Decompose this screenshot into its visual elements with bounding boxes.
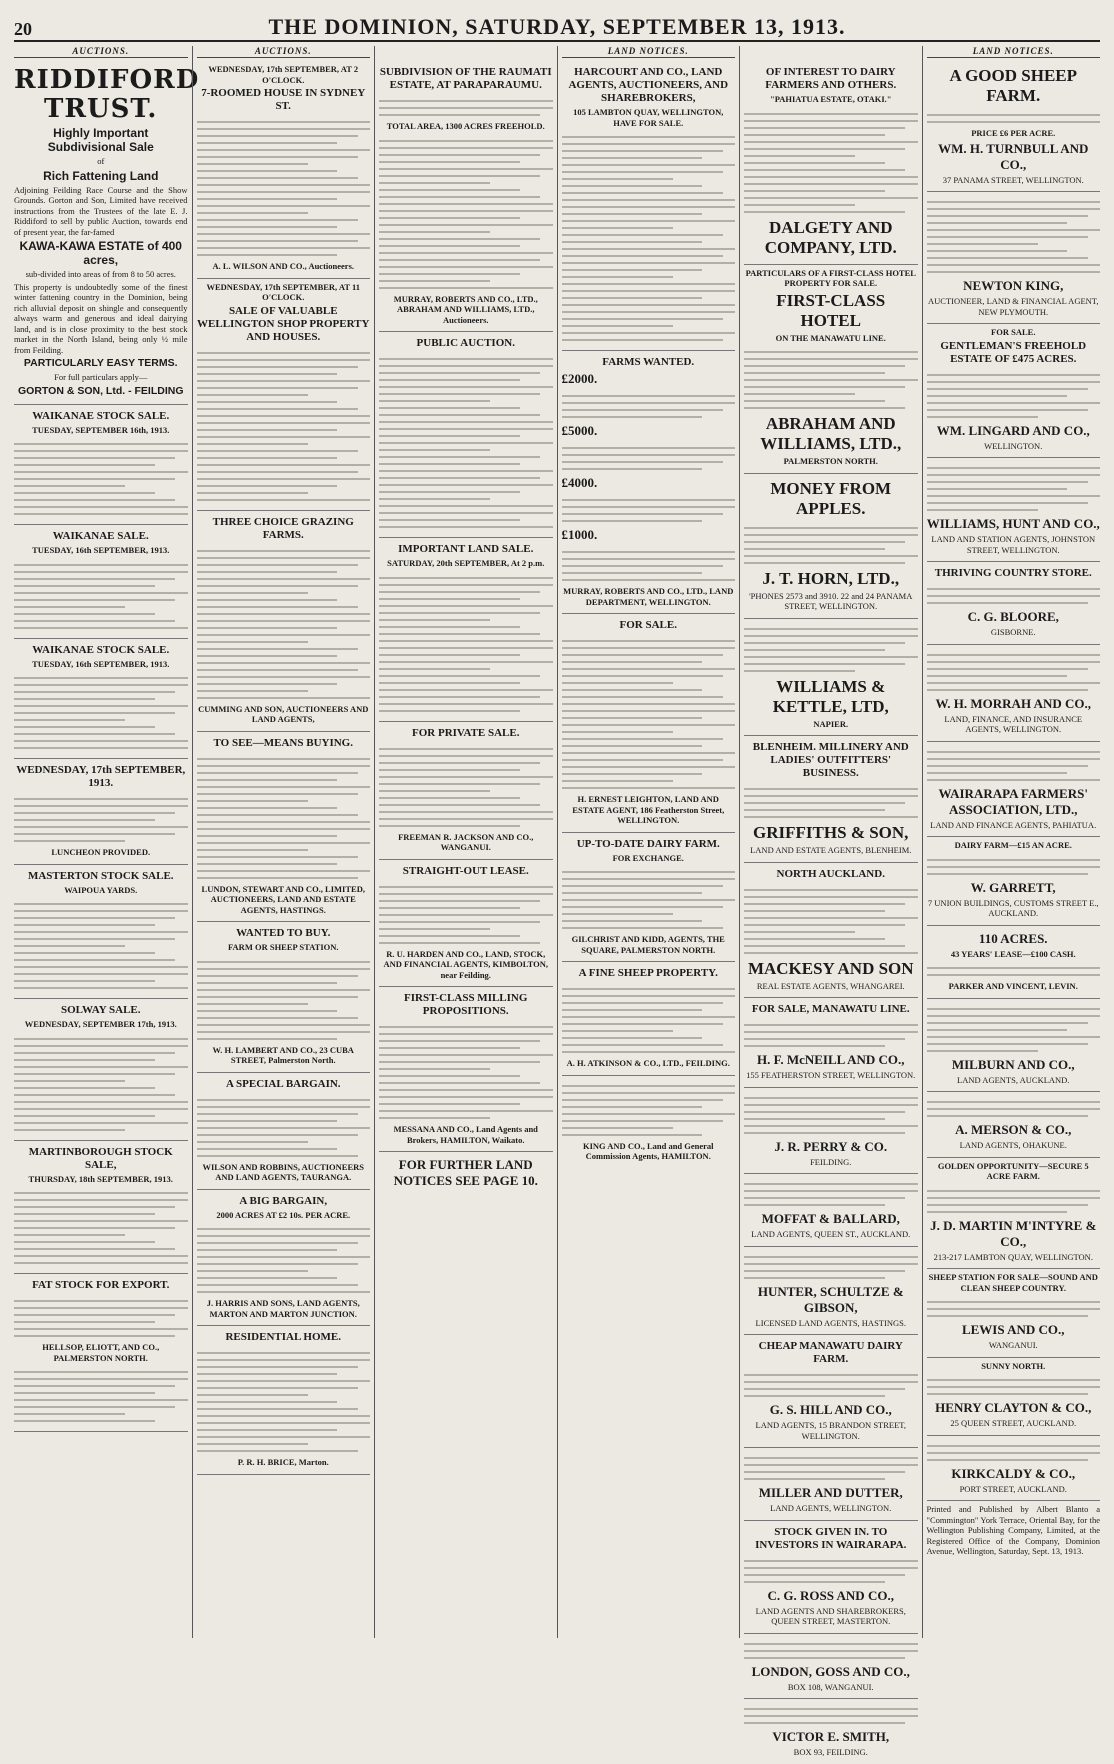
- ad-sub: WAIPOUA YARDS.: [64, 884, 138, 895]
- ad-title: MONEY FROM APPLES.: [770, 478, 892, 518]
- ad-text-block: [562, 1079, 736, 1136]
- ad-agent: CUMMING AND SON, AUCTIONEERS AND LAND AGENTS,: [198, 703, 369, 724]
- ad-text-block: [197, 1093, 371, 1157]
- martinborough-stock-sale: [14, 1141, 188, 1275]
- ad-agent: WM. H. TURNBULL AND CO.,: [938, 140, 1089, 172]
- ad-sub: FOR EXCHANGE.: [612, 852, 684, 863]
- ad-text-block: [744, 622, 918, 672]
- ad-agent: W. H. LAMBERT AND CO., 23 CUBA STREET, Palmerston North.: [212, 1044, 354, 1065]
- ad-sub: 37 PANAMA STREET, WELLINGTON.: [942, 174, 1084, 185]
- ad-title: STOCK GIVEN IN. TO INVESTORS IN WAIRARAPA.: [755, 1525, 907, 1551]
- hamilton-ad: [562, 1076, 736, 1168]
- ad-agent: MILLER AND DUTTER,: [758, 1485, 903, 1500]
- special-bargain-ad: [197, 1073, 371, 1190]
- luncheon: LUNCHEON PROVIDED.: [51, 847, 151, 857]
- fat-stock-ad: [14, 1274, 188, 1432]
- ad-sub: LAND AGENTS, OHAKUNE.: [959, 1140, 1067, 1150]
- for-sale-ad: [562, 614, 736, 833]
- agent: GORTON & SON, Ltd. - FEILDING: [18, 384, 184, 397]
- ad-title: FAT STOCK FOR EXPORT.: [32, 1279, 170, 1291]
- amount: £1000.: [561, 527, 598, 542]
- ad-agent: VICTOR E. SMITH,: [772, 1729, 890, 1744]
- ad-text-block: [197, 544, 371, 699]
- ad-agent: WILLIAMS & KETTLE, LTD,: [772, 676, 889, 716]
- wairarapa-farmers-ad: [927, 742, 1101, 838]
- ad-text-block: [744, 1554, 918, 1583]
- newton-king-ad: [927, 192, 1101, 324]
- milburn-ad: [927, 999, 1101, 1093]
- ad-sub: BOX 93, FEILDING.: [793, 1747, 868, 1757]
- ad-text-block: [744, 1091, 918, 1134]
- ad-title: WAIKANAE SALE.: [52, 530, 149, 542]
- hotel-ad: [744, 265, 918, 474]
- ad-agent: J. D. MARTIN M'INTYRE & CO.,: [930, 1217, 1097, 1249]
- ad-title: A BIG BARGAIN,: [239, 1194, 328, 1207]
- ad-text-block: [562, 545, 736, 581]
- money-from-apples-ad: [744, 474, 918, 619]
- ad-text-block: [379, 94, 553, 116]
- ad-agent: MESSANA AND CO., Land Agents and Brokers, HAMILTON, Waikato.: [393, 1124, 538, 1145]
- ad-title: RESIDENTIAL HOME.: [225, 1331, 342, 1343]
- ad-title: TO SEE—MEANS BUYING.: [213, 736, 353, 749]
- ad-title: SUNNY NORTH.: [981, 1360, 1046, 1371]
- ad-title: A GOOD SHEEP FARM.: [949, 66, 1078, 105]
- ad-text-block: [927, 1295, 1101, 1317]
- ad-title: STRAIGHT-OUT LEASE.: [402, 864, 529, 877]
- imprint: [927, 1501, 1101, 1563]
- ad-agent: LEWIS AND CO.,: [961, 1322, 1065, 1337]
- ad-agent: HUNTER, SCHULTZE & GIBSON,: [757, 1283, 904, 1315]
- ad-sub: LAND AGENTS, AUCKLAND.: [957, 1074, 1070, 1085]
- milling-propositions-ad: [379, 987, 553, 1152]
- ad-title: A SPECIAL BARGAIN.: [225, 1077, 341, 1090]
- ad-text-block: [927, 368, 1101, 418]
- waikanae-sale: [14, 525, 188, 639]
- column-2: [192, 46, 375, 1638]
- ad-title: FOR PRIVATE SALE.: [412, 726, 520, 739]
- ad-text-block: [927, 461, 1101, 511]
- ad-title: RIDDIFORD TRUST.: [14, 65, 200, 124]
- big-bargain-ad: [197, 1190, 371, 1327]
- further-land-notices-link: FOR FURTHER LAND NOTICES SEE PAGE 10.: [393, 1157, 538, 1188]
- column-5: [739, 46, 922, 1757]
- ad-title: 110 ACRES.: [978, 930, 1048, 946]
- ad-agent: ABRAHAM AND WILLIAMS, LTD.,: [760, 414, 902, 453]
- moffat-ad: [744, 1174, 918, 1247]
- blenheim-ad: [744, 736, 918, 863]
- golden-opportunity-ad: [927, 1158, 1101, 1270]
- sunny-north-ad: [927, 1358, 1101, 1436]
- ad-price: PRICE £6 PER ACRE.: [971, 128, 1056, 138]
- wairarapa-stock-ad: [744, 1521, 918, 1634]
- ad-agent: P. R. H. BRICE, Marton.: [237, 1457, 329, 1467]
- column-1: [14, 46, 200, 1638]
- ad-text-block: [744, 883, 918, 954]
- grazing-farms-ad: [197, 511, 371, 732]
- ad-sub: ON THE MANAWATU LINE.: [775, 332, 886, 343]
- ad-agent: DALGETY AND COMPANY, LTD.: [764, 217, 897, 257]
- ad-body: Adjoining Feilding Race Course and the Show Grounds. Gorton and Son, Limited have received instructions from the Trustees of the late E. J. Riddiford to sell by public Auction, towards end of present year, the far-famed: [14, 184, 188, 237]
- ad-sub: LAND AGENTS AND SHAREBROKERS, QUEEN STREET, MASTERTON.: [755, 1605, 906, 1626]
- ad-agent: LONDON, GOSS AND CO.,: [751, 1663, 910, 1679]
- ad-text-block: [197, 1222, 371, 1293]
- ad-sub: FEILDING.: [810, 1156, 852, 1167]
- ad-text-block: [927, 1095, 1101, 1117]
- miller-ad: [744, 1448, 918, 1521]
- ad-title: 7-ROOMED HOUSE IN SYDNEY ST.: [201, 87, 366, 112]
- hunter-ad: [744, 1247, 918, 1336]
- ad-intro: PARTICULARS OF A FIRST-CLASS HOTEL PROPERTY FOR SALE.: [745, 267, 916, 288]
- estate-note: sub-divided into areas of from 8 to 50 acres.: [25, 269, 176, 279]
- ad-title: FARMS WANTED.: [602, 356, 695, 368]
- wednesday-sale: [14, 759, 188, 865]
- ad-title: UP-TO-DATE DAIRY FARM.: [576, 837, 720, 850]
- ad-text-block: [744, 1018, 918, 1047]
- ad-sub: AUCTIONEER, LAND & FINANCIAL AGENT, NEW PLYMOUTH.: [928, 296, 1099, 317]
- ad-agent: J. T. HORN, LTD.,: [762, 568, 900, 588]
- ad-agent: MACKESY AND SON: [747, 958, 914, 978]
- ad-text-block: [14, 671, 188, 749]
- ad-agent: HELLSOP, ELIOTT, AND CO., PALMERSTON NORTH.: [42, 1342, 160, 1363]
- ad-text-block: [562, 493, 736, 522]
- ad-text-block: [927, 745, 1101, 781]
- ad-text-block: [14, 437, 188, 515]
- north-auckland-ad: [744, 863, 918, 999]
- ad-text-block: [14, 1186, 188, 1264]
- ad-title: CHEAP MANAWATU DAIRY FARM.: [758, 1340, 903, 1365]
- farms-wanted-ad: [562, 351, 736, 614]
- ad-agent: J. R. PERRY & CO.: [774, 1138, 888, 1154]
- ad-title: FIRST-CLASS MILLING PROPOSITIONS.: [404, 992, 528, 1017]
- amount: £4000.: [561, 475, 598, 490]
- column-6: [922, 46, 1101, 1638]
- ad-text-block: [562, 441, 736, 470]
- ad-agent: A. MERSON & CO.,: [955, 1122, 1072, 1137]
- wellington-shop-property-ad: [197, 279, 371, 511]
- ad-text-block: [379, 880, 553, 944]
- ad-text-block: [744, 782, 918, 818]
- ad-agent: KING AND CO., Land and General Commission Agents, HAMILTON.: [582, 1140, 714, 1161]
- ad-subtitle-2: Rich Fattening Land: [43, 168, 159, 183]
- column-4: [557, 46, 740, 1638]
- ad-sub: 155 FEATHERSTON STREET, WELLINGTON.: [746, 1070, 916, 1080]
- ad-date: WEDNESDAY, 17th SEPTEMBER, AT 11 O'CLOCK.: [206, 281, 361, 302]
- ad-text-block: [197, 752, 371, 879]
- ad-text-block: [379, 134, 553, 289]
- harcourt-ad: [562, 61, 736, 351]
- ad-sub: 25 QUEEN STREET, AUCKLAND.: [950, 1418, 1077, 1428]
- ad-date: TUESDAY, 16th SEPTEMBER, 1913.: [32, 658, 170, 669]
- ad-text-block: [379, 742, 553, 827]
- ad-agent: MOFFAT & BALLARD,: [761, 1211, 900, 1226]
- column-heading: AUCTIONS.: [197, 46, 371, 58]
- ad-text-block: [14, 792, 188, 842]
- ad-date: WEDNESDAY, 17th SEPTEMBER, AT 2 O'CLOCK.: [208, 64, 359, 85]
- ad-text-block: [927, 1184, 1101, 1213]
- ad-sub: LICENSED LAND AGENTS, HASTINGS.: [755, 1317, 906, 1328]
- ad-text-block: [927, 853, 1101, 875]
- ad-sub: FARM OR SHEEP STATION.: [227, 942, 339, 952]
- ad-address: 105 LAMBTON QUAY, WELLINGTON, HAVE FOR SALE.: [573, 107, 724, 128]
- ad-sub: LAND, FINANCE, AND INSURANCE AGENTS, WELLINGTON.: [944, 713, 1083, 734]
- cheap-dairy-farm-ad: [744, 1335, 918, 1448]
- ad-title: DAIRY FARM—£15 AN ACRE.: [954, 840, 1072, 850]
- ad-agent: R. U. HARDEN AND CO., LAND, STOCK, AND FINANCIAL AGENTS, KIMBOLTON, near Feilding.: [383, 948, 549, 980]
- ad-text-block: [927, 195, 1101, 273]
- ad-text-block: [379, 571, 553, 712]
- raumati-estate-ad: [379, 61, 553, 332]
- kirkcaldy-ad: [927, 1436, 1101, 1502]
- ad-title: MARTINBOROUGH STOCK SALE,: [28, 1145, 173, 1171]
- williams-hunt-ad: [927, 458, 1101, 562]
- ad-sub: WELLINGTON.: [984, 440, 1043, 451]
- perry-ad: [744, 1088, 918, 1175]
- column-3: [374, 46, 557, 1638]
- total-area: TOTAL AREA, 1300 ACRES FREEHOLD.: [386, 121, 545, 131]
- ad-title: NORTH AUCKLAND.: [776, 867, 885, 880]
- apply: For full particulars apply—: [54, 372, 148, 382]
- ad-sub: LAND AND STATION AGENTS, JOHNSTON STREET, WELLINGTON.: [931, 534, 1096, 555]
- ad-agent: C. G. ROSS AND CO.,: [767, 1587, 894, 1603]
- to-see-ad: [197, 732, 371, 923]
- ad-text-block: [562, 865, 736, 929]
- ad-place: NAPIER.: [813, 718, 849, 729]
- sydney-street-house-ad: [197, 61, 371, 279]
- important-land-sale-ad: [379, 538, 553, 722]
- amount: £5000.: [561, 423, 598, 438]
- london-goss-ad: [744, 1634, 918, 1700]
- column-heading: AUCTIONS.: [14, 46, 188, 58]
- ad-title: SALE OF VALUABLE WELLINGTON SHOP PROPERTY AND HOUSES.: [197, 304, 370, 343]
- masterton-stock-sale: [14, 865, 188, 1000]
- ad-body-2: This property is undoubtedly some of the finest winter fattening country in the Dominion, being rich alluvial deposit on shingle and consequently always warm and generous and ideal dairying land, and is in close proximity to the best stock market in the North Island, being only ½ mile from Feilding.: [14, 281, 188, 355]
- ad-agent: WM. LINGARD AND CO.,: [936, 422, 1090, 438]
- ad-agent: HENRY CLAYTON & CO.,: [935, 1400, 1092, 1415]
- ad-text-block: [14, 558, 188, 629]
- ad-title: THREE CHOICE GRAZING FARMS.: [212, 515, 354, 541]
- ad-date: SATURDAY, 20th SEPTEMBER, At 2 p.m.: [387, 558, 545, 568]
- ad-title: SOLWAY SALE.: [61, 1004, 141, 1016]
- ad-date: WEDNESDAY, SEPTEMBER 17th, 1913.: [24, 1019, 177, 1029]
- ad-text-block: [14, 1032, 188, 1131]
- ad-agent: WAIRARAPA FARMERS' ASSOCIATION, LTD.,: [938, 785, 1088, 817]
- morrah-ad: [927, 645, 1101, 742]
- masthead: [14, 6, 1100, 42]
- ad-agent: MURRAY, ROBERTS AND CO., LTD., ABRAHAM AND WILLIAMS, LTD., Auctioneers.: [393, 293, 538, 325]
- dairy-farm-acre-ad: [927, 837, 1101, 926]
- ad-title: FOR SALE, MANAWATU LINE.: [751, 1003, 910, 1015]
- straight-out-lease-ad: [379, 860, 553, 988]
- ad-sub: 7 UNION BUILDINGS, CUSTOMS STREET E., AUCKLAND.: [927, 897, 1099, 918]
- ad-text-block: [744, 345, 918, 409]
- ad-text-block: [562, 389, 736, 418]
- ad-text-block: [197, 1346, 371, 1452]
- ad-agent: C. G. BLOORE,: [967, 609, 1059, 624]
- ad-title: THRIVING COUNTRY STORE.: [934, 567, 1092, 579]
- ad-text-block: [562, 130, 736, 341]
- good-sheep-farm-ad: [927, 61, 1101, 192]
- 110-acres-ad: [927, 926, 1101, 999]
- ad-agent: H. F. McNEILL AND CO.,: [756, 1052, 905, 1067]
- ad-title: OF INTEREST TO DAIRY FARMERS AND OTHERS.: [765, 66, 897, 91]
- ad-of: of: [97, 156, 105, 166]
- ad-title: IMPORTANT LAND SALE.: [398, 543, 534, 555]
- ad-agent: G. S. HILL AND CO.,: [769, 1402, 892, 1417]
- ad-title: FIRST-CLASS HOTEL: [776, 290, 886, 330]
- ad-agent: PARKER AND VINCENT, LEVIN.: [948, 981, 1078, 991]
- ad-agent: W. GARRETT,: [970, 879, 1056, 895]
- gentleman-estate-ad: [927, 324, 1101, 458]
- sheep-property-ad: [562, 962, 736, 1076]
- ad-sub: LAND AND FINANCE AGENTS, PAHIATUA.: [930, 819, 1097, 830]
- ad-subtitle: Highly Important Subdivisional Sale: [47, 126, 154, 154]
- ad-text-block: [379, 1020, 553, 1119]
- ad-text-block: [14, 1294, 188, 1337]
- waikanae-stock-sale-2: [14, 639, 188, 760]
- ad-title: WAIKANAE STOCK SALE.: [32, 409, 170, 422]
- ad-text-block: [927, 961, 1101, 976]
- newspaper-title: THE DOMINION, SATURDAY, SEPTEMBER 13, 1913.: [268, 14, 846, 39]
- ad-title: SUBDIVISION OF THE RAUMATI ESTATE, AT PARAPARAUMU.: [379, 66, 552, 91]
- victor-smith-ad: [744, 1699, 918, 1764]
- ad-sub: 43 YEARS' LEASE—£100 CASH.: [950, 948, 1076, 959]
- ad-place: PALMERSTON NORTH.: [783, 456, 878, 466]
- printer-imprint: Printed and Published by Albert Blanto a "Commington" York Terrace, Oriental Bay, for the Wellington Publishing Company, Limited, at the Registered Office of the Company, Dominion Avenue, Wellington, Saturday, Sept. 13, 1913.: [926, 1504, 1100, 1556]
- ad-agent: MURRAY, ROBERTS AND CO., LTD., LAND DEPARTMENT, WELLINGTON.: [563, 586, 734, 607]
- ad-sub: WANGANUI.: [988, 1340, 1038, 1350]
- ad-text-block: [197, 955, 371, 1040]
- ad-sub: 2000 ACRES AT £2 10s. PER ACRE.: [216, 1209, 351, 1220]
- country-store-ad: [927, 562, 1101, 645]
- amount: £2000.: [561, 371, 598, 386]
- manawatu-line-ad: [744, 998, 918, 1088]
- ad-sub: REAL ESTATE AGENTS, WHANGAREI.: [756, 980, 905, 991]
- ad-text-block: [927, 648, 1101, 691]
- ad-text-block: [744, 1250, 918, 1279]
- riddiford-trust-ad: [14, 61, 200, 405]
- column-heading: LAND NOTICES.: [927, 46, 1101, 58]
- ad-agent: LUNDON, STEWART AND CO., LIMITED, AUCTIONEERS, LAND AND ESTATE AGENTS, HASTINGS.: [201, 883, 365, 915]
- ad-text-block: [379, 352, 553, 528]
- ad-text-block: [744, 1637, 918, 1659]
- ad-text-block: [14, 1365, 188, 1422]
- wanted-to-buy-ad: [197, 922, 371, 1073]
- ad-agent: H. ERNEST LEIGHTON, LAND AND ESTATE AGENT, 186 Featherston Street, WELLINGTON.: [572, 794, 725, 825]
- pahiatua-estate-ad: [744, 61, 918, 265]
- ad-text-block: [744, 1368, 918, 1397]
- ad-agent: NEWTON KING,: [963, 278, 1064, 293]
- terms: PARTICULARLY EASY TERMS.: [23, 357, 178, 369]
- dairy-farm-exchange-ad: [562, 833, 736, 963]
- estate-name: KAWA-KAWA ESTATE of 400 acres,: [19, 239, 182, 267]
- private-sale-ad: [379, 722, 553, 860]
- ad-agent: WILLIAMS, HUNT AND CO.,: [926, 516, 1100, 531]
- ad-date: TUESDAY, 16th SEPTEMBER, 1913.: [32, 545, 170, 555]
- ad-sub: LAND AND ESTATE AGENTS, BLENHEIM.: [750, 845, 912, 855]
- ad-text-block: [562, 982, 736, 1053]
- ad-title: HARCOURT AND CO., LAND AGENTS, AUCTIONEERS, AND SHAREBROKERS,: [568, 66, 729, 104]
- ad-text-block: [197, 115, 371, 256]
- ad-agent: W. H. MORRAH AND CO.,: [935, 695, 1092, 711]
- column-heading: LAND NOTICES.: [562, 46, 736, 58]
- ad-sub: PORT STREET, AUCKLAND.: [959, 1483, 1067, 1494]
- ad-agent: FREEMAN R. JACKSON AND CO., WANGANUI.: [398, 831, 534, 852]
- ad-sub: GISBORNE.: [990, 627, 1036, 637]
- ad-title: BLENHEIM. MILLINERY AND LADIES' OUTFITTERS' BUSINESS.: [752, 741, 909, 779]
- ad-agent: GILCHRIST AND KIDD, AGENTS, THE SQUARE, PALMERSTON NORTH.: [571, 934, 725, 955]
- ad-text-block: [14, 897, 188, 989]
- ad-text-block: [744, 521, 918, 564]
- ad-agent: GRIFFITHS & SON,: [753, 823, 909, 842]
- ad-title: PUBLIC AUCTION.: [416, 337, 515, 349]
- ad-text-block: [562, 634, 736, 789]
- ad-agent: WILSON AND ROBBINS, AUCTIONEERS AND LAND AGENTS, TAURANGA.: [202, 1161, 365, 1182]
- ad-text-block: [744, 1451, 918, 1480]
- ad-text-block: [927, 108, 1101, 123]
- ad-title: FOR SALE.: [619, 619, 677, 631]
- ad-text-block: [927, 1373, 1101, 1395]
- ad-date: THURSDAY, 18th SEPTEMBER, 1913.: [28, 1173, 173, 1184]
- ad-date: TUESDAY, SEPTEMBER 16th, 1913.: [32, 424, 170, 435]
- solway-sale: [14, 999, 188, 1141]
- ad-sub: 213-217 LAMBTON QUAY, WELLINGTON.: [933, 1251, 1093, 1262]
- sheep-station-ad: [927, 1269, 1101, 1358]
- ad-text-block: [927, 1002, 1101, 1052]
- ad-title: GENTLEMAN'S FREEHOLD ESTATE OF £475 ACRES.: [940, 339, 1087, 365]
- page-number: 20: [14, 19, 32, 39]
- ad-agent: A. L. WILSON AND CO., Auctioneers.: [212, 261, 355, 271]
- merson-ad: [927, 1092, 1101, 1158]
- ad-agent: J. HARRIS AND SONS, LAND AGENTS, MARTON AND MARTON JUNCTION.: [206, 1298, 360, 1319]
- further-notices: [379, 1152, 553, 1195]
- ad-title: GOLDEN OPPORTUNITY—SECURE 5 ACRE FARM.: [937, 1160, 1089, 1181]
- ad-title: WAIKANAE STOCK SALE.: [32, 643, 170, 656]
- residential-home-ad: [197, 1326, 371, 1475]
- ad-text-block: [927, 1439, 1101, 1461]
- public-auction-ad: [379, 332, 553, 538]
- ad-intro: FOR SALE.: [991, 327, 1036, 337]
- ad-text-block: [197, 346, 371, 501]
- ad-title: SHEEP STATION FOR SALE—SOUND AND CLEAN SHEEP COUNTRY.: [928, 1272, 1098, 1293]
- ad-title: WANTED TO BUY.: [236, 927, 331, 939]
- ad-agent: A. H. ATKINSON & CO., LTD., FEILDING.: [566, 1058, 730, 1068]
- waikanae-stock-sale: [14, 405, 188, 526]
- ad-sub: "PAHIATUA ESTATE, OTAKI.": [769, 94, 892, 104]
- ad-title: MASTERTON STOCK SALE.: [27, 869, 174, 882]
- ad-address: 'PHONES 2573 and 3910. 22 and 24 PANAMA STREET, WELLINGTON.: [749, 590, 913, 611]
- ad-text-block: [927, 582, 1101, 604]
- ad-title: A FINE SHEEP PROPERTY.: [578, 967, 718, 979]
- ad-sub: LAND AGENTS, 15 BRANDON STREET, WELLINGTON.: [755, 1420, 906, 1441]
- ad-sub: LAND AGENTS, QUEEN ST., AUCKLAND.: [751, 1229, 911, 1239]
- ad-sub: LAND AGENTS, WELLINGTON.: [770, 1503, 892, 1513]
- ad-sub: BOX 108, WANGANUI.: [787, 1681, 874, 1692]
- ad-agent: KIRKCALDY & CO.,: [951, 1465, 1076, 1481]
- ad-text-block: [744, 1702, 918, 1724]
- ad-agent: MILBURN AND CO.,: [951, 1056, 1075, 1072]
- ad-text-block: [744, 107, 918, 213]
- ad-text-block: [744, 1177, 918, 1206]
- williams-kettle-ad: [744, 619, 918, 737]
- ad-title: WEDNESDAY, 17th SEPTEMBER, 1913.: [16, 764, 186, 789]
